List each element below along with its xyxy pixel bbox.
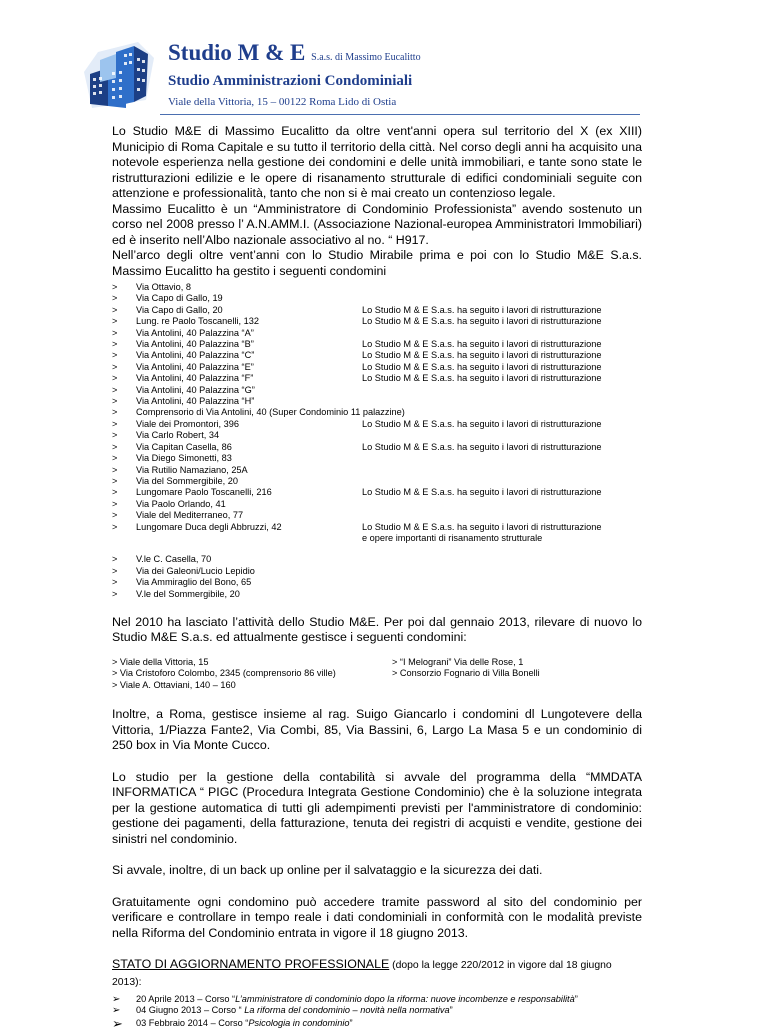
condominio-address: Via Antolini, 40 Palazzina “G” — [136, 384, 255, 395]
list-item — [112, 328, 642, 339]
course-title: La riforma del condominio – novità nella normativa — [244, 1005, 450, 1016]
list-item — [112, 305, 642, 316]
condomini-list — [112, 282, 642, 544]
condominio-address: V.le del Sommergibile, 20 — [136, 588, 240, 599]
bullet-marker: > — [112, 475, 118, 486]
course-close: ” — [449, 1005, 453, 1016]
course-item — [112, 1018, 642, 1029]
brand-block — [168, 40, 421, 108]
bullet-marker: > — [112, 453, 118, 464]
list-item-continuation — [112, 533, 642, 544]
brand-address: Viale della Vittoria, 15 – 00122 Roma Lido di Ostia — [168, 96, 397, 108]
course-date: 20 Aprile 2013 – Corso “ — [136, 994, 236, 1005]
spacer — [136, 533, 362, 544]
condominio-address: Via Antolini, 40 Palazzina “H” — [136, 396, 255, 407]
current-condomini — [112, 657, 642, 691]
list-item — [112, 589, 642, 600]
course-text — [136, 1005, 453, 1016]
arrow-bullet-icon: ➢ — [112, 1016, 123, 1031]
bullet-marker: > — [112, 498, 118, 509]
header-divider — [160, 114, 640, 115]
list-item — [112, 442, 642, 453]
condominio-address: Via Ottavio, 8 — [136, 282, 191, 292]
bullet-marker: > — [112, 521, 118, 532]
list-item — [112, 419, 642, 430]
roma-paragraph: Inoltre, a Roma, gestisce insieme al rag. Suigo Giancarlo i condomini dl Lungotevere della Vittoria, 1/Piazza Fante2, Via Combi, 85, Via Bassini, 6, Largo La Masa 5 e un condominio di 250 box in Via Monte Cucco. — [112, 707, 642, 753]
condominio-address: Via Carlo Robert, 34 — [136, 430, 220, 441]
bullet-marker: > — [112, 418, 118, 429]
bullet-marker: > — [112, 577, 118, 588]
condominio-address: Comprensorio di Via Antolini, 40 (Super Condominio 11 palazzine) — [136, 407, 405, 418]
condominio-address: Via Paolo Orlando, 41 — [136, 498, 226, 509]
condominio-note: Lo Studio M & E S.a.s. ha seguito i lavori di ristrutturazione — [362, 339, 602, 350]
bullet-marker: > — [112, 554, 118, 565]
password-paragraph: Gratuitamente ogni condomino può accedere tramite password al sito del condominio per verificare e controllare in tempo reale i dati condominiali in conformità con le modalità previste nella Riforma del Condominio entrata in vigore il 18 giugno 2013. — [112, 894, 642, 940]
condominio-note: Lo Studio M & E S.a.s. ha seguito i lavori di ristrutturazione — [362, 373, 602, 384]
bullet-marker: > — [112, 304, 118, 315]
list-item — [112, 499, 642, 510]
bullet-marker: > — [112, 316, 118, 327]
list-item — [112, 577, 642, 588]
current-condomini-right — [392, 657, 642, 691]
bullet-marker: > — [112, 350, 118, 361]
spacer — [112, 533, 136, 544]
list-item — [112, 554, 642, 565]
condominio-address: Lungomare Paolo Toscanelli, 216 — [136, 487, 272, 498]
current-condominio: > “I Melograni” Via delle Rose, 1 — [392, 656, 524, 667]
list-item — [112, 566, 642, 577]
condominio-address: Via Diego Simonetti, 83 — [136, 453, 232, 464]
bullet-marker: > — [112, 588, 118, 599]
condominio-address: Via Antolini, 40 Palazzina “B” — [136, 339, 254, 350]
arrow-bullet-icon: ➢ — [112, 1005, 121, 1017]
list-item — [112, 385, 642, 396]
brand-main: Studio M & E — [168, 40, 306, 65]
condominio-address: Via dei Galeoni/Lucio Lepidio — [136, 565, 255, 576]
condominio-address: V.le C. Casella, 70 — [136, 554, 212, 565]
list-item — [112, 476, 642, 487]
intro-paragraph-1: Lo Studio M&E di Massimo Eucalitto da oltre vent'anni opera sul territorio del X (ex XIII) Municipio di Roma Capitale e su tutto il territorio della città. Nel corso degli anni ha acquisito una notevole esperienza nella gestione dei condomini e delle unità immobiliari, e tante sono state le ristrutturazioni edilizie e le opere di risanamento strutturale di edifici condominiali seguite con attenzione e professionalità, tanto che non si è mai creato un contenzioso legale. — [112, 124, 642, 200]
list-item — [112, 465, 642, 476]
condominio-address: Viale dei Promontori, 396 — [136, 418, 239, 429]
bullet-marker: > — [112, 407, 118, 418]
course-item — [112, 1005, 642, 1016]
condominio-address: Via Antolini, 40 Palazzina “E” — [136, 361, 254, 372]
list-item — [112, 373, 642, 384]
bullet-marker: > — [112, 396, 118, 407]
brand-title — [168, 40, 421, 66]
course-title: L’amministratore di condominio dopo la riforma: nuove incombenze e responsabilità — [235, 994, 575, 1005]
condominio-address: Via Antolini, 40 Palazzina “A” — [136, 327, 254, 338]
document-body — [112, 124, 642, 1029]
condominio-address: Via Capo di Gallo, 19 — [136, 293, 223, 304]
condominio-note: Lo Studio M & E S.a.s. ha seguito i lavori di ristrutturazione — [362, 304, 602, 315]
intro-paragraph-2: Massimo Eucalitto è un “Amministratore di Condominio Professionista” avendo sostenuto un corso nel 2008 presso l’ A.N.AMM.I. (Associazione Nazional-europea Amministratori Immobiliari) ed è inserito nell’Albo nazionale associativo al no. “ H917. — [112, 201, 642, 247]
condominio-address: Via Capitan Casella, 86 — [136, 441, 232, 452]
bullet-marker: > — [112, 339, 118, 350]
bullet-marker: > — [112, 327, 118, 338]
bullet-marker: > — [112, 565, 118, 576]
buildings-logo-icon — [82, 38, 156, 112]
arrow-bullet-icon: ➢ — [112, 994, 121, 1006]
current-condominio: > Consorzio Fognario di Villa Bonelli — [392, 668, 540, 679]
list-item — [112, 407, 642, 418]
stato-subtitle: (dopo la legge 220/2012 in vigore dal 18 giugno 2013): — [112, 960, 612, 988]
list-item — [112, 487, 642, 498]
course-title: Psicologia in condominio — [248, 1018, 350, 1029]
course-item — [112, 994, 642, 1005]
bullet-marker: > — [112, 373, 118, 384]
condominio-address: Via Rutilio Namaziano, 25A — [136, 464, 248, 475]
brand-sub: S.a.s. di Massimo Eucalitto — [311, 52, 421, 63]
bullet-marker: > — [112, 487, 118, 498]
condominio-address: Via del Sommergibile, 20 — [136, 475, 238, 486]
bullet-marker: > — [112, 430, 118, 441]
condominio-address: Via Capo di Gallo, 20 — [136, 304, 223, 315]
current-condominio: > Viale A. Ottaviani, 140 – 160 — [112, 679, 236, 690]
letterhead — [0, 0, 768, 118]
condominio-address: Via Antolini, 40 Palazzina “F” — [136, 373, 254, 384]
list-item — [112, 282, 642, 293]
list-item — [112, 396, 642, 407]
list-item — [112, 522, 642, 533]
condominio-address: Via Antolini, 40 Palazzina “C” — [136, 350, 255, 361]
bullet-marker: > — [112, 293, 118, 304]
condominio-address: Lung. re Paolo Toscanelli, 132 — [136, 316, 259, 327]
condominio-note: Lo Studio M & E S.a.s. ha seguito i lavori di ristrutturazione — [362, 487, 602, 498]
course-text — [136, 1018, 353, 1029]
stato-aggiornamento — [112, 957, 642, 990]
backup-paragraph: Si avvale, inoltre, di un back up online per il salvataggio e la sicurezza dei dati. — [112, 863, 543, 878]
course-date: 03 Febbraio 2014 – Corso “ — [136, 1018, 249, 1029]
bullet-marker: > — [112, 282, 118, 292]
list-item — [112, 453, 642, 464]
course-text — [136, 994, 578, 1005]
current-condominio: > Viale della Vittoria, 15 — [112, 656, 209, 667]
condominio-note-extra: e opere importanti di risanamento strutturale — [362, 532, 543, 543]
condominio-note: Lo Studio M & E S.a.s. ha seguito i lavori di ristrutturazione — [362, 418, 602, 429]
condominio-note: Lo Studio M & E S.a.s. ha seguito i lavori di ristrutturazione — [362, 361, 602, 372]
brand-tagline: Studio Amministrazioni Condominiali — [168, 73, 413, 89]
condominio-note: Lo Studio M & E S.a.s. ha seguito i lavori di ristrutturazione — [362, 521, 602, 532]
courses-list — [112, 994, 642, 1029]
bullet-marker: > — [112, 384, 118, 395]
condomini-list-2 — [112, 554, 642, 600]
condominio-address: Via Ammiraglio del Bono, 65 — [136, 577, 252, 588]
section-2-paragraph: Nel 2010 ha lasciato l’attività dello Studio M&E. Per poi dal gennaio 2013, rilevare di nuovo lo Studio M&E S.a.s. ed attualmente gestisce i seguenti condomini: — [112, 614, 642, 645]
course-date: 04 Giugno 2013 – Corso “ — [136, 1005, 245, 1016]
condominio-address: Viale del Mediterraneo, 77 — [136, 510, 244, 521]
software-paragraph: Lo studio per la gestione della contabilità si avvale del programma della “MMDATA INFORMATICA “ PIGC (Procedura Integrata Gestione Condominio) che è la soluzione integrata per la gestione automatica di tutti gli adempimenti previsti per l'amministratore di condominio: gestione dei pagamenti, della fatturazione, tenuta dei registri di acquisti e vendite, gestione dei sinistri nel condominio. — [112, 769, 642, 846]
bullet-marker: > — [112, 441, 118, 452]
list-item — [112, 339, 642, 350]
condominio-note: Lo Studio M & E S.a.s. ha seguito i lavori di ristrutturazione — [362, 316, 602, 327]
list-item — [112, 430, 642, 441]
condominio-note: Lo Studio M & E S.a.s. ha seguito i lavori di ristrutturazione — [362, 350, 602, 361]
course-close: ” — [574, 994, 578, 1005]
course-close: ” — [349, 1018, 353, 1029]
bullet-marker: > — [112, 510, 118, 521]
condominio-note: Lo Studio M & E S.a.s. ha seguito i lavori di ristrutturazione — [362, 441, 602, 452]
bullet-marker: > — [112, 361, 118, 372]
list-item — [112, 350, 642, 361]
intro-paragraph-3: Nell’arco degli oltre vent’anni con lo Studio Mirabile prima e poi con lo Studio M&E S.a.s. Massimo Eucalitto ha gestito i seguenti condomini — [112, 248, 642, 278]
list-item — [112, 316, 642, 327]
bullet-marker: > — [112, 464, 118, 475]
current-condominio: > Via Cristoforo Colombo, 2345 (comprensorio 86 ville) — [112, 668, 336, 679]
list-item — [112, 510, 642, 521]
condominio-address: Lungomare Duca degli Abbruzzi, 42 — [136, 521, 282, 532]
list-item — [112, 362, 642, 373]
stato-title: STATO DI AGGIORNAMENTO PROFESSIONALE — [112, 957, 390, 972]
current-condomini-left — [112, 657, 392, 691]
list-item — [112, 293, 642, 304]
